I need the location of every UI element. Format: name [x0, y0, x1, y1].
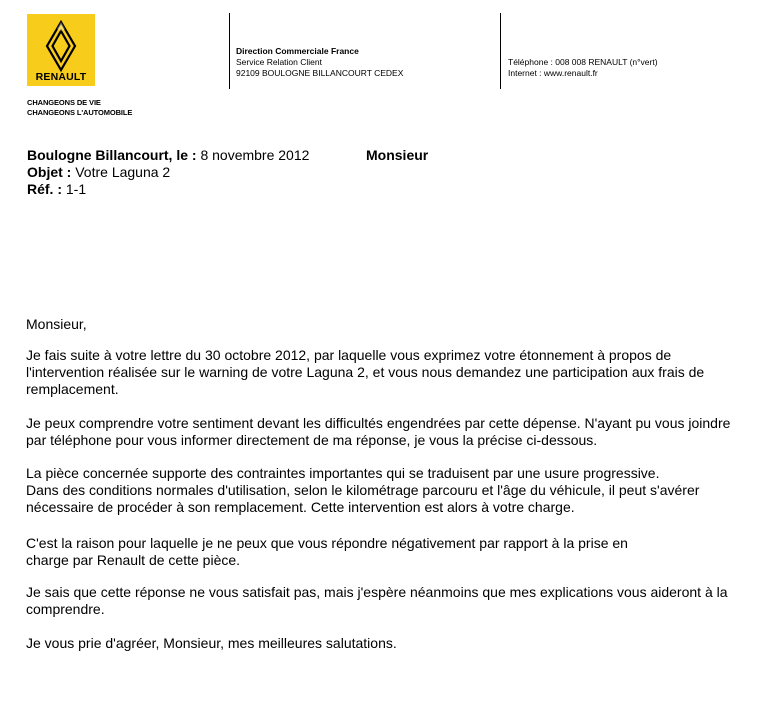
object-line — [27, 165, 170, 180]
salutation: Monsieur, — [26, 316, 87, 332]
letter-date: 8 novembre 2012 — [200, 147, 310, 163]
paragraph-3-line-1: La pièce concernée supporte des contraintes importantes qui se traduisent par une usure progressive. — [26, 465, 660, 481]
object-label: Objet : — [27, 164, 72, 180]
paragraph-4: C'est la raison pour laquelle je ne peux que vous répondre négativement par rapport à la prise en charge par Renault de cette pièce. — [26, 535, 628, 569]
place-date-line — [27, 148, 309, 163]
header-divider-2 — [500, 13, 501, 89]
reference-value: 1-1 — [65, 181, 87, 197]
brand-name: RENAULT — [35, 71, 87, 83]
contact-block — [508, 57, 658, 79]
department-title: Direction Commerciale France — [236, 46, 359, 56]
paragraph-2: Je peux comprendre votre sentiment devant les difficultés engendrées par cette dépense. N'ayant pu vous joindre par téléphone pour vous informer directement de ma réponse, je vous la précise ci-dessous. — [26, 415, 731, 449]
paragraph-5: Je sais que cette réponse ne vous satisfait pas, mais j'espère néanmoins que mes explications vous aideront à la comprendre. — [26, 584, 728, 618]
reference-line — [27, 182, 86, 197]
paragraph-3 — [26, 465, 741, 517]
closing-formula: Je vous prie d'agréer, Monsieur, mes meilleures salutations. — [26, 635, 397, 651]
paragraph-1: Je fais suite à votre lettre du 30 octobre 2012, par laquelle vous exprimez votre étonnement à propos de l'intervention réalisée sur le warning de votre Laguna 2, et vous nous demandez une participation aux frais de remplacement. — [26, 347, 705, 398]
phone-text: Téléphone : 008 008 RENAULT (n°vert) — [508, 57, 658, 67]
department-address: 92109 BOULOGNE BILLANCOURT CEDEX — [236, 68, 404, 78]
tagline-line-2: CHANGEONS L'AUTOMOBILE — [27, 108, 133, 117]
tagline-line-1: CHANGEONS DE VIE — [27, 98, 101, 107]
paragraph-3-line-2: Dans des conditions normales d'utilisation, selon le kilométrage parcouru et l'âge du véhicule, il peut s'avérer nécessaire de procéder à son remplacement. Cette intervention est alors à votre charge. — [26, 482, 700, 516]
department-service: Service Relation Client — [236, 57, 322, 67]
reference-label: Réf. : — [27, 181, 62, 197]
renault-diamond-icon — [27, 14, 95, 72]
internet-text: Internet : www.renault.fr — [508, 68, 598, 78]
place-label: Boulogne Billancourt, le : — [27, 147, 197, 163]
object-value: Votre Laguna 2 — [75, 164, 171, 180]
header-divider-1 — [229, 13, 230, 89]
recipient: Monsieur — [366, 147, 429, 163]
renault-logo — [27, 14, 95, 86]
department-block — [236, 46, 403, 79]
